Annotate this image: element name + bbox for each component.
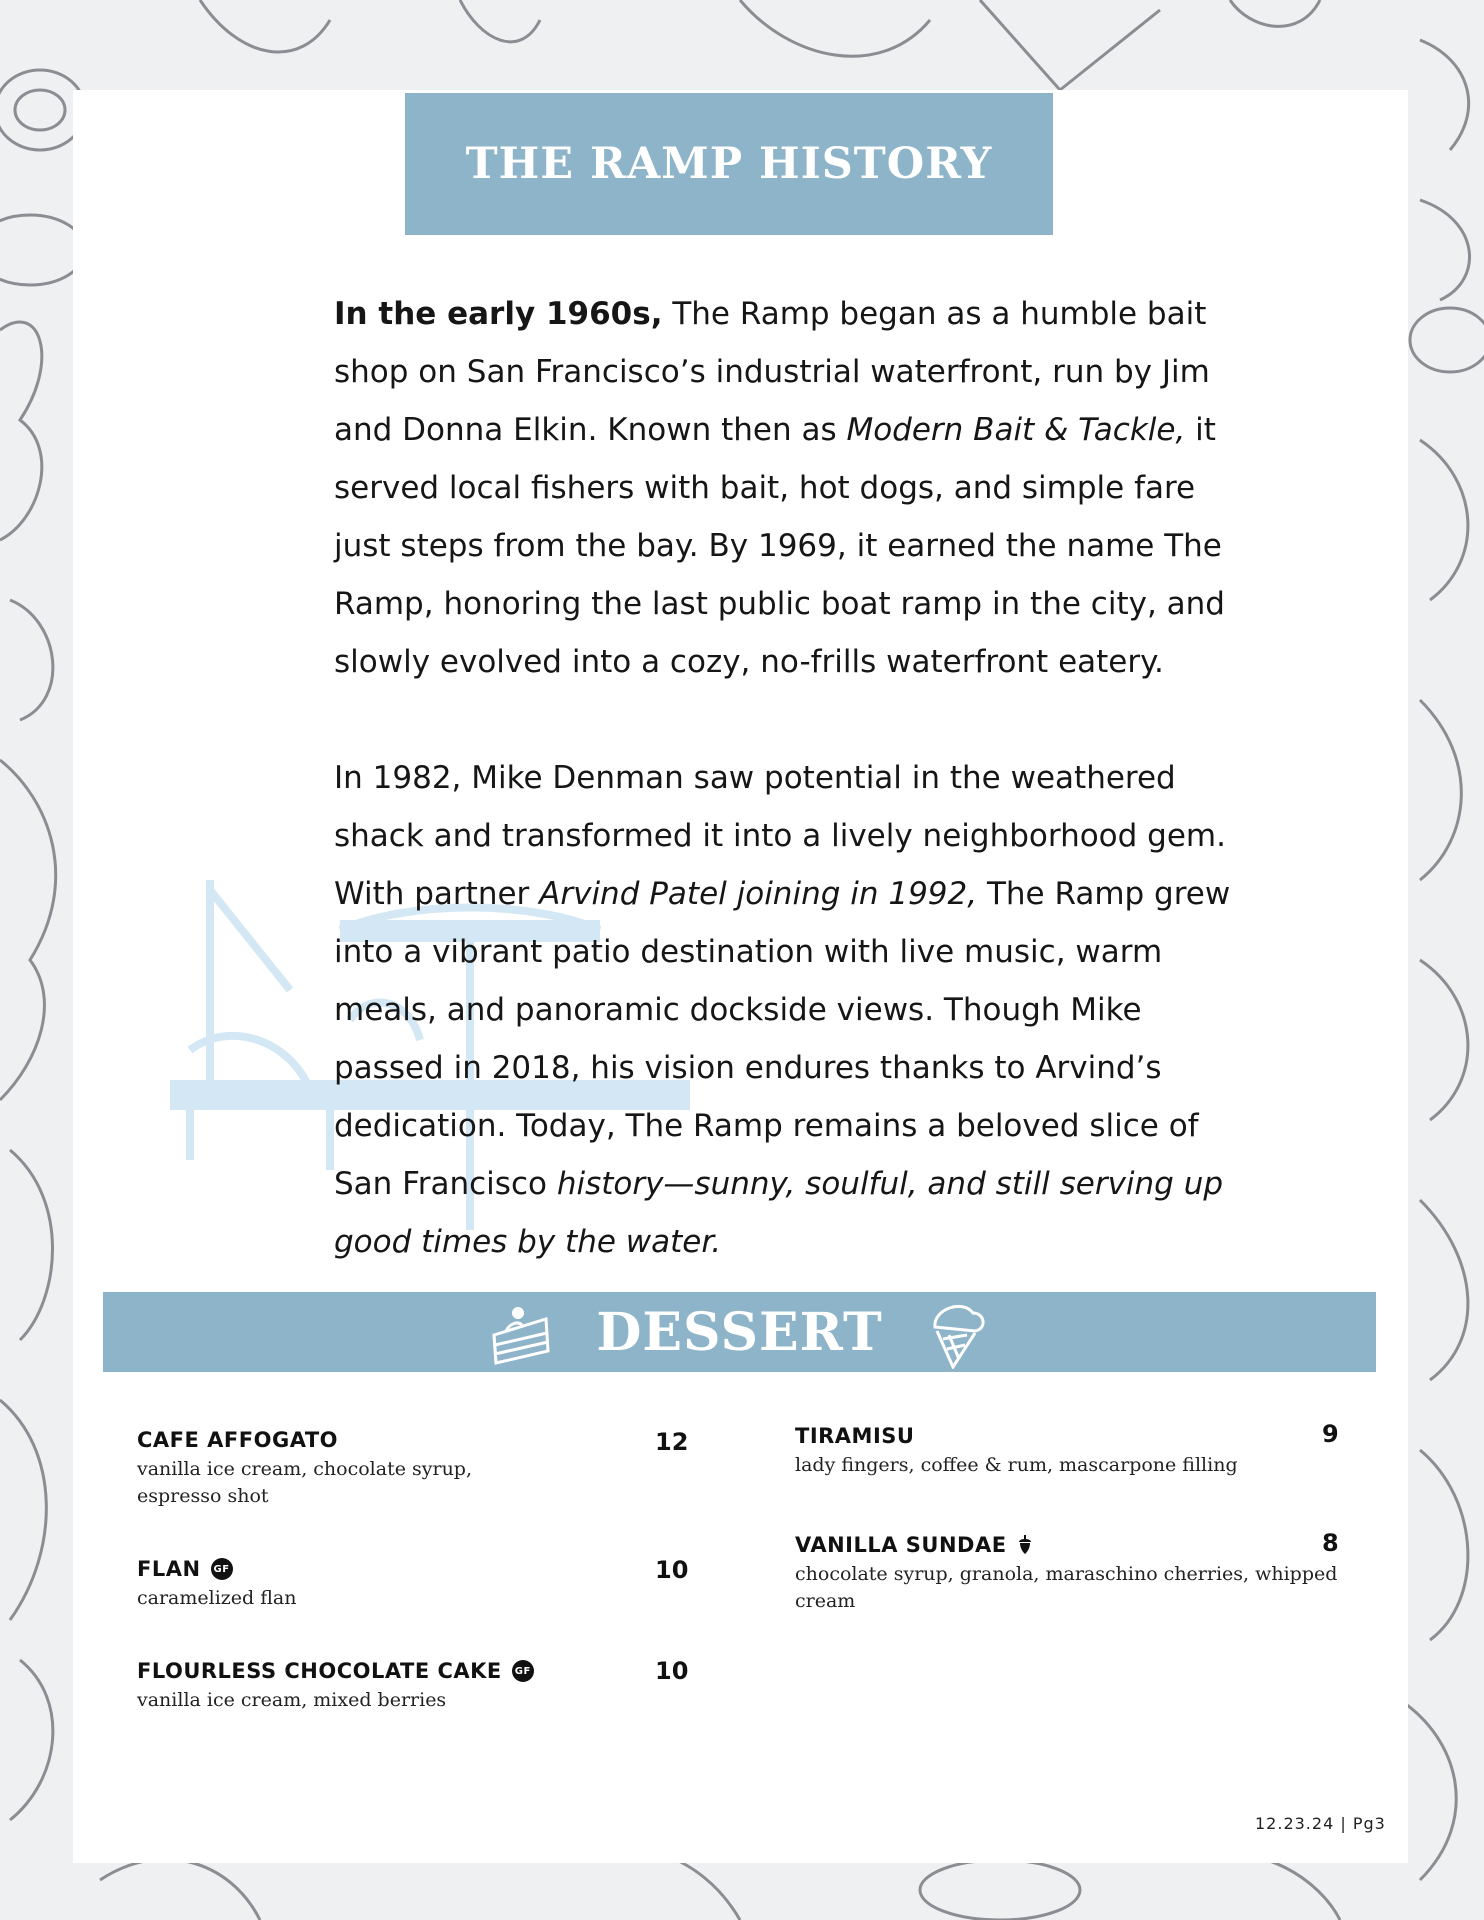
dessert-section-banner [103,1292,1376,1372]
gluten-free-badge: GF [211,1558,233,1580]
history-paragraph-2: In 1982, Mike Denman saw potential in the weathered shack and transformed it into a lively neighborhood gem. With partner Arvind Patel joining in 1992, The Ramp grew into a vibrant patio destination with live music, warm meals, and panoramic dockside views. Though Mike passed in 2018, his vision endures thanks to Arvind’s dedication. Today, The Ramp remains a beloved slice of San Francisco history—sunny, soulful, and still serving up good times by the water. [334,760,1231,1260]
history-paragraph-1: In the early 1960s, The Ramp began as a humble bait shop on San Francisco’s industrial waterfront, run by Jim and Donna Elkin. Known then as Modern Bait & Tackle, it served local fishers with bait, hot dogs, and simple fare just steps from the bay. By 1969, it earned the name The Ramp, honoring the last public boat ramp in the city, and slowly evolved into a cozy, no-frills waterfront eatery. [334,296,1225,680]
menu-item-description: vanilla ice cream, chocolate syrup, espresso shot [137,1458,473,1507]
menu-item-name-row [137,1659,637,1683]
menu-item-price: 8 [1322,1529,1339,1557]
page-footer [1255,1814,1386,1833]
menu-item-name: FLAN [137,1557,201,1581]
menu-date: 12.23.24 [1255,1814,1335,1833]
menu-item [137,1428,557,1510]
menu-item [137,1659,637,1714]
menu-item-description: vanilla ice cream, mixed berries [137,1689,447,1711]
menu-item-name: FLOURLESS CHOCOLATE CAKE [137,1659,502,1683]
menu-item-name-row [795,1533,1355,1557]
menu-item [137,1557,617,1612]
ice-cream-cone-icon [923,1295,993,1369]
menu-item [795,1533,1355,1615]
page-number: Pg3 [1352,1814,1386,1833]
menu-item-description: caramelized flan [137,1587,297,1609]
menu-item-name: TIRAMISU [795,1424,915,1448]
history-title: THE RAMP HISTORY [465,139,993,189]
menu-item-description: chocolate syrup, granola, maraschino cherries, whipped cream [795,1563,1338,1612]
menu-item-price: 12 [655,1428,689,1456]
history-lead-text: In the early 1960s, [334,296,663,332]
dessert-title: DESSERT [596,1301,883,1363]
gluten-free-badge: GF [512,1660,534,1682]
menu-item-description: lady fingers, coffee & rum, mascarpone filling [795,1454,1238,1476]
menu-item [795,1424,1355,1479]
cake-slice-icon [486,1295,556,1369]
footer-separator: | [1340,1814,1347,1833]
menu-item-price: 9 [1322,1420,1339,1448]
menu-item-price: 10 [655,1657,689,1685]
menu-item-name: CAFE AFFOGATO [137,1428,338,1452]
history-story [334,285,1234,1329]
acorn-icon [1017,1535,1033,1555]
menu-item-name-row [137,1557,617,1581]
history-title-banner [405,93,1053,235]
menu-item-price: 10 [655,1556,689,1584]
menu-item-name: VANILLA SUNDAE [795,1533,1007,1557]
